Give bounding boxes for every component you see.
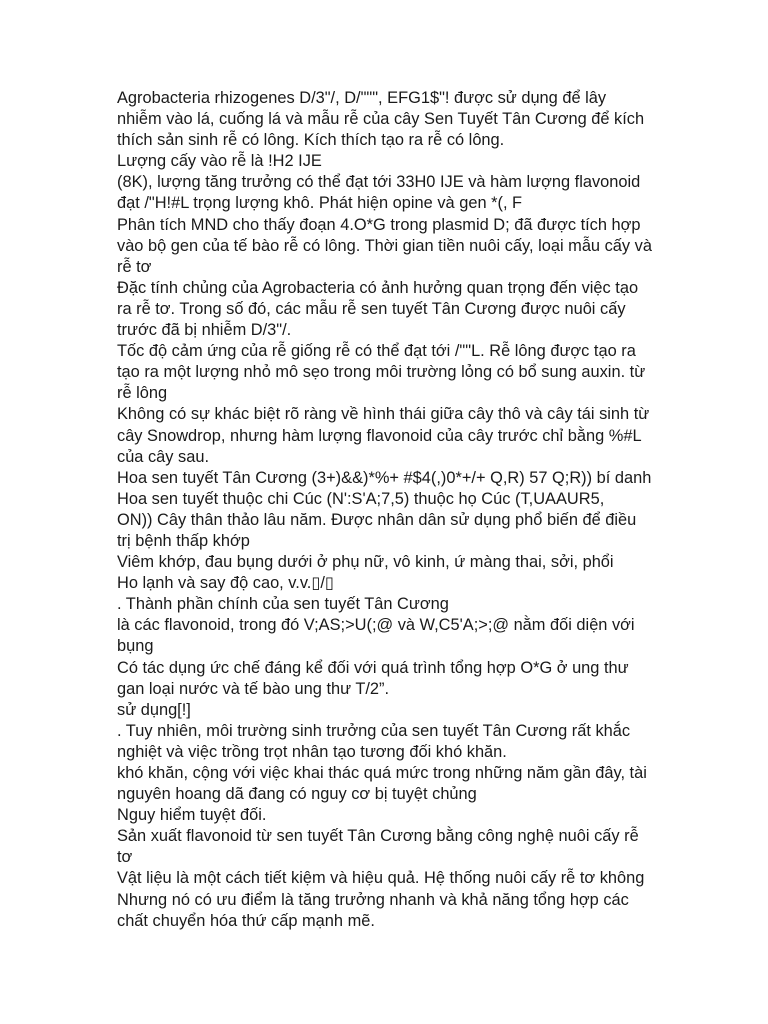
text-line: Không có sự khác biệt rõ ràng về hình thái giữa cây thô và cây tái sinh từ	[117, 405, 650, 424]
text-line: nguyên hoang dã đang có nguy cơ bị tuyệt chủng	[117, 785, 477, 804]
text-line: Viêm khớp, đau bụng dưới ở phụ nữ, vô kinh, ứ màng thai, sởi, phổi	[117, 553, 614, 572]
text-line: Hoa sen tuyết Tân Cương (3+)&&)*%+ #$4(,)0*+/+ Q,R) 57 Q;R)) bí danh	[117, 468, 652, 487]
document-body	[117, 88, 657, 932]
text-line: trị bệnh thấp khớp	[117, 531, 250, 550]
text-line: cây Snowdrop, nhưng hàm lượng flavonoid của cây trước chỉ bằng %#L	[117, 426, 642, 445]
text-line: sử dụng[!]	[117, 700, 191, 719]
text-line: Tốc độ cảm ứng của rễ giống rễ có thể đạt tới /""L. Rễ lông được tạo ra	[117, 342, 636, 361]
text-line: Hoa sen tuyết thuộc chi Cúc (N':S'A;7,5) thuộc họ Cúc (T,UAAUR5,	[117, 489, 605, 508]
text-line: rễ lông	[117, 384, 168, 403]
text-line: gan loại nước và tế bào ung thư T/2”.	[117, 679, 390, 698]
text-line: ra rễ tơ. Trong số đó, các mẫu rễ sen tuyết Tân Cương được nuôi cấy	[117, 299, 626, 318]
text-line: thích sản sinh rễ có lông. Kích thích tạo ra rễ có lông.	[117, 131, 505, 150]
text-line: rễ tơ	[117, 257, 152, 276]
text-line: Vật liệu là một cách tiết kiệm và hiệu quả. Hệ thống nuôi cấy rễ tơ không	[117, 869, 645, 888]
text-line: khó khăn, cộng với việc khai thác quá mức trong những năm gần đây, tài	[117, 764, 647, 782]
text-line: Agrobacteria rhizogenes D/3"/, D/""", EFG1$"! được sử dụng để lây	[117, 89, 607, 107]
text-line: nhiễm vào lá, cuống lá và mẫu rễ của cây Sen Tuyết Tân Cương để kích	[117, 110, 645, 129]
text-line: vào bộ gen của tế bào rễ có lông. Thời gian tiền nuôi cấy, loại mẫu cấy và	[117, 236, 652, 255]
text-line: đạt /"H!#L trọng lượng khô. Phát hiện opine và gen *(, F	[117, 194, 523, 213]
text-line: Sản xuất flavonoid từ sen tuyết Tân Cương bằng công nghệ nuôi cấy rễ	[117, 827, 639, 846]
text-line: của cây sau.	[117, 447, 210, 466]
text-line: tơ	[117, 848, 133, 867]
text-line: tạo ra một lượng nhỏ mô sẹo trong môi trường lỏng có bổ sung auxin. từ	[117, 363, 646, 382]
text-line: Đặc tính chủng của Agrobacteria có ảnh hưởng quan trọng đến việc tạo	[117, 278, 639, 297]
text-line: . Tuy nhiên, môi trường sinh trưởng của sen tuyết Tân Cương rất khắc	[117, 721, 631, 740]
text-line: bụng	[117, 637, 154, 656]
text-line: . Thành phần chính của sen tuyết Tân Cương	[117, 595, 449, 614]
text-line: trước đã bị nhiễm D/3"/.	[117, 321, 292, 340]
text-line: Lượng cấy vào rễ là !H2 IJE	[117, 152, 322, 171]
text-line: Ho lạnh và say độ cao, v.v.▯/▯	[117, 574, 334, 593]
text-line: Nguy hiểm tuyệt đối.	[117, 806, 267, 825]
text-line: ON)) Cây thân thảo lâu năm. Được nhân dân sử dụng phổ biến để điều	[117, 510, 637, 529]
text-line: Phân tích MND cho thấy đoạn 4.O*G trong plasmid D; đã được tích hợp	[117, 215, 641, 234]
text-line: Nhưng nó có ưu điểm là tăng trưởng nhanh và khả năng tổng hợp các	[117, 890, 629, 909]
text-line: (8K), lượng tăng trưởng có thể đạt tới 33H0 IJE và hàm lượng flavonoid	[117, 173, 641, 192]
text-line: Có tác dụng ức chế đáng kể đối với quá trình tổng hợp O*G ở ung thư	[117, 658, 629, 677]
text-line: chất chuyển hóa thứ cấp mạnh mẽ.	[117, 911, 375, 930]
text-line: nghiệt và việc trồng trọt nhân tạo tương đối khó khăn.	[117, 742, 507, 761]
text-line: là các flavonoid, trong đó V;AS;>U(;@ và W,C5'A;>;@ nằm đối diện với	[117, 616, 635, 635]
